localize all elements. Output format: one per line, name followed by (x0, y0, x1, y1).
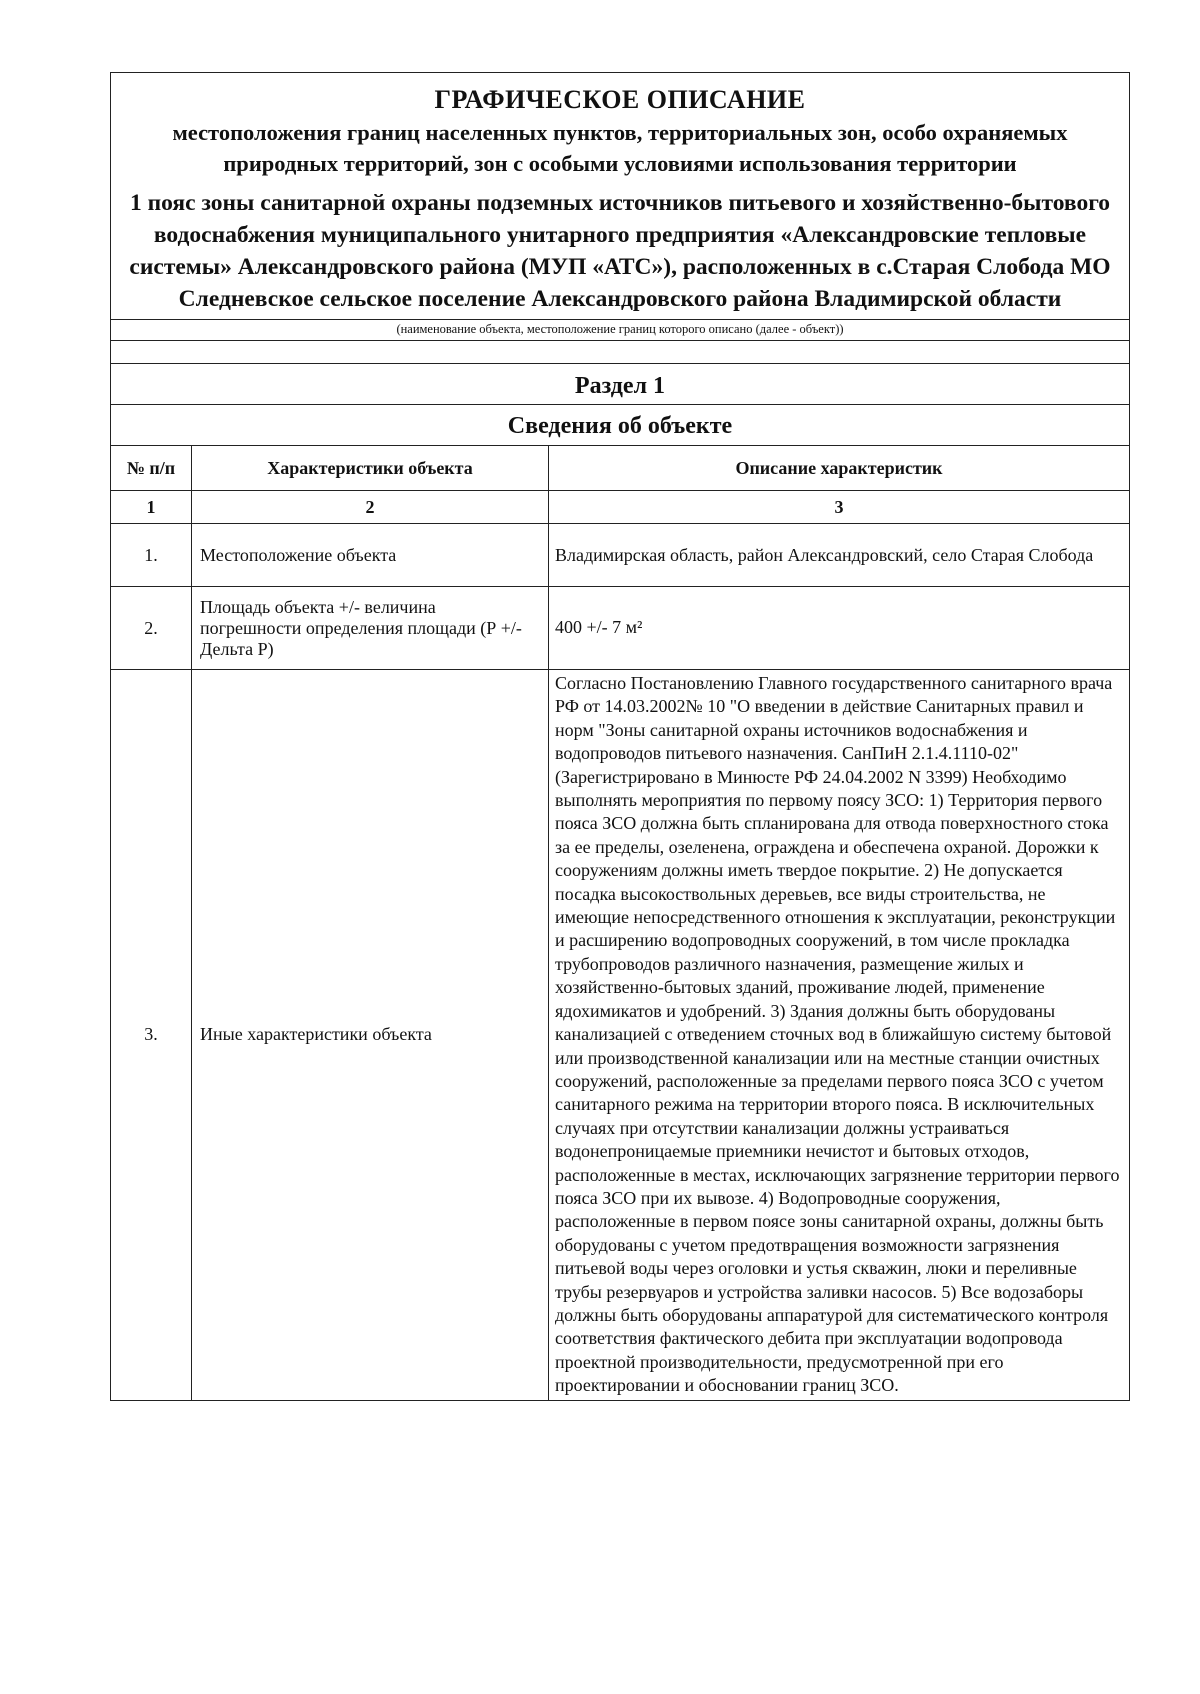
table-row (111, 670, 1130, 1401)
row-characteristic: Местоположение объекта (192, 524, 549, 587)
col-number-2: 2 (192, 491, 549, 524)
row-description: Владимирская область, район Александровский, село Старая Слобода (549, 524, 1130, 587)
section-subtitle: Сведения об объекте (111, 404, 1129, 445)
blank-row (111, 340, 1129, 363)
document-subtitle: местоположения границ населенных пунктов, территориальных зон, особо охраняемых природных территорий, зон с особыми условиями использования территории (172, 120, 1068, 176)
row-characteristic: Иные характеристики объекта (192, 670, 549, 1401)
row-characteristic: Площадь объекта +/- величина погрешности определения площади (Р +/- Дельта Р) (192, 587, 549, 670)
header-box (110, 72, 1130, 445)
object-name: 1 пояс зоны санитарной охраны подземных источников питьевого и хозяйственно-бытового водоснабжения муниципального унитарного предприятия «Александровские тепловые системы» Александровского района (МУП «АТС»), расположенных в с.Старая Слобода МО Следневское сельское поселение Александровского района Владимирской области (129, 190, 1111, 312)
row-num: 3. (111, 670, 192, 1401)
document-header (111, 73, 1129, 319)
document-title: ГРАФИЧЕСКОЕ ОПИСАНИЕ (434, 85, 806, 114)
col-number-1: 1 (111, 491, 192, 524)
object-caption: (наименование объекта, местоположение границ которого описано (далее - объект)) (111, 319, 1129, 340)
table-row (111, 587, 1130, 670)
row-num: 2. (111, 587, 192, 670)
row-num: 1. (111, 524, 192, 587)
header-description: Описание характеристик (549, 446, 1130, 491)
row-description: Согласно Постановлению Главного государственного санитарного врача РФ от 14.03.2002№ 10 "О введении в действие Санитарных правил и норм "Зоны санитарной охраны источников водоснабжения и водопроводов питьевого назначения. СанПиН 2.1.4.1110-02" (Зарегистрировано в Минюсте РФ 24.04.2002 N 3399) Необходимо выполнять мероприятия по первому поясу ЗСО: 1) Территория первого пояса ЗСО должна быть спланирована для отвода поверхностного стока за ее пределы, озеленена, ограждена и обеспечена охраной. Дорожки к сооружениям должны иметь твердое покрытие. 2) Не допускается посадка высокоствольных деревьев, все виды строительства, не имеющие непосредственного отношения к эксплуатации, реконструкции и расширению водопроводных сооружений, в том числе прокладка трубопроводов различного назначения, размещение жилых и хозяйственно-бытовых зданий, проживание людей, применение ядохимикатов и удобрений. 3) Здания должны быть оборудованы канализацией с отведением сточных вод в ближайшую систему бытовой или производственной канализации или на местные станции очистных сооружений, расположенные за пределами первого пояса ЗСО с учетом санитарного режима на территории второго пояса. В исключительных случаях при отсутствии канализации должны устраиваться водонепроницаемые приемники нечистот и бытовых отходов, расположенные в местах, исключающих загрязнение территории первого пояса ЗСО при их вывозе. 4) Водопроводные сооружения, расположенные в первом поясе зоны санитарной охраны, должны быть оборудованы с учетом предотвращения возможности загрязнения питьевой воды через оголовки и устья скважин, люки и переливные трубы резервуаров и устройства заливки насосов. 5) Все водозаборы должны быть оборудованы аппаратурой для систематического контроля соответствия фактического дебита при эксплуатации водопровода проектной производительности, предусмотренной при его проектировании и обосновании границ ЗСО. (549, 670, 1130, 1401)
object-info-table (110, 445, 1130, 1401)
table-column-numbers-row (111, 491, 1130, 524)
col-number-3: 3 (549, 491, 1130, 524)
row-description: 400 +/- 7 м² (549, 587, 1130, 670)
section-title: Раздел 1 (111, 363, 1129, 404)
document-page (110, 72, 1130, 1401)
header-num: № п/п (111, 446, 192, 491)
table-row (111, 524, 1130, 587)
table-header-row (111, 446, 1130, 491)
header-characteristic: Характеристики объекта (192, 446, 549, 491)
